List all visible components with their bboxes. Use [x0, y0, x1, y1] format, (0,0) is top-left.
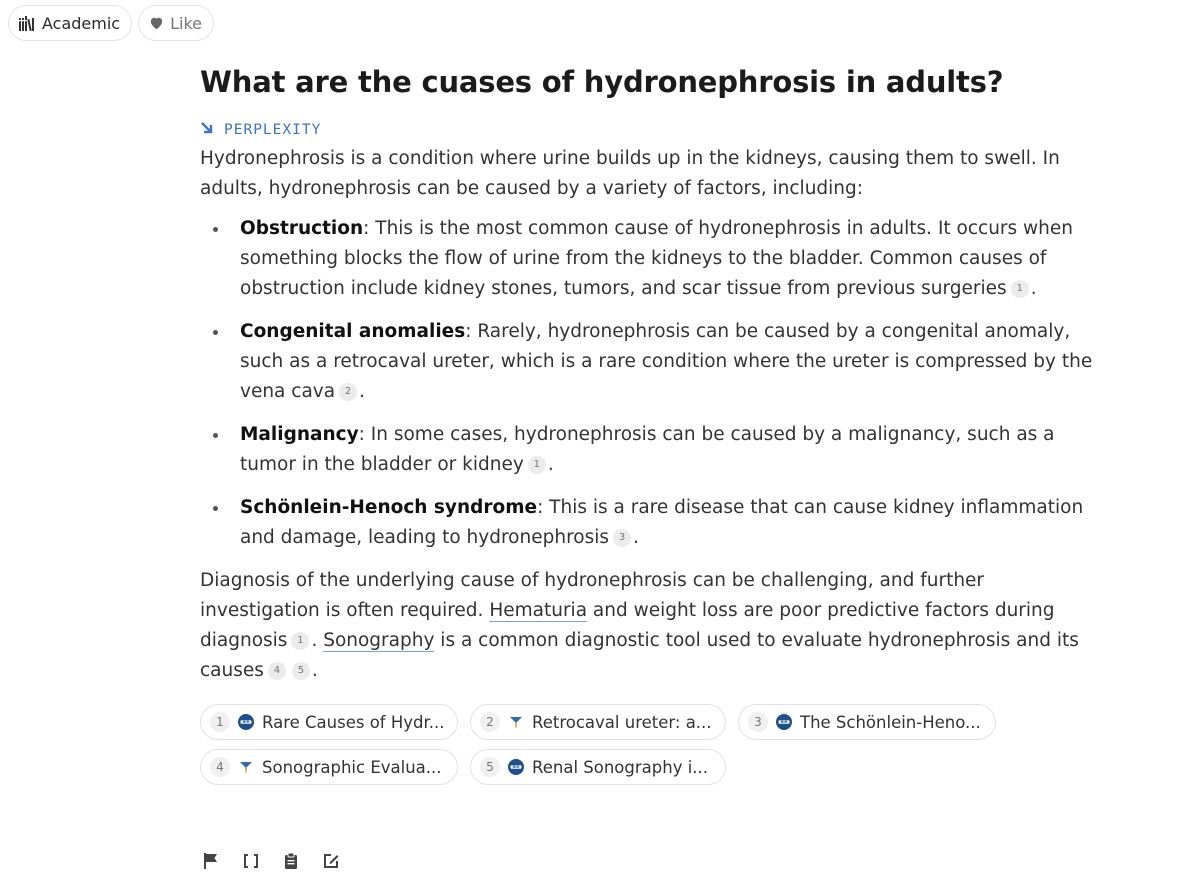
citation-badge[interactable]: 1 — [528, 456, 546, 474]
expand-brackets-icon[interactable] — [240, 850, 262, 872]
list-item: Schönlein-Henoch syndrome: This is a rare disease that can cause kidney inflammation and damage, leading to hydronephrosis 3 . — [200, 493, 1100, 553]
ncbi-icon — [236, 712, 256, 732]
point-text: : This is a rare disease that can cause kidney inflammation and damage, leading to hydronephrosis — [240, 497, 1084, 548]
svg-text:NIH: NIH — [242, 720, 250, 725]
closing-period: . — [311, 660, 318, 681]
answer-source-tag — [200, 120, 1100, 140]
source-title: Retrocaval ureter: a... — [532, 712, 712, 732]
point-term: Malignancy — [240, 424, 359, 445]
source-number: 3 — [748, 712, 768, 732]
cause-list — [200, 214, 1100, 553]
source-card[interactable] — [200, 704, 458, 740]
clipboard-icon[interactable] — [280, 850, 302, 872]
source-card[interactable] — [200, 749, 458, 785]
list-item: Obstruction: This is the most common cause of hydronephrosis in adults. It occurs when something blocks the flow of urine from the kidneys to the bladder. Common causes of obstruction include kidney stones, tumors, and scar tissue from previous surgeries 1 . — [200, 214, 1100, 304]
source-number: 2 — [480, 712, 500, 732]
list-item: Congenital anomalies: Rarely, hydronephrosis can be caused by a congenital anomaly, such as a retrocaval ureter, which is a rare condition where the ureter is compressed by the vena cava 2 . — [200, 317, 1100, 407]
source-number: 5 — [480, 757, 500, 777]
point-text: : Rarely, hydronephrosis can be caused by a congenital anomaly, such as a retrocaval ureter, which is a rare condition where the ureter is compressed by the vena cava — [240, 321, 1093, 402]
radiopaedia-icon — [236, 757, 256, 777]
source-tag-label: PERPLEXITY — [224, 122, 322, 138]
hematuria-link[interactable]: Hematuria — [489, 600, 588, 621]
list-item: Malignancy: In some cases, hydronephrosis can be caused by a malignancy, such as a tumor in the bladder or kidney 1 . — [200, 420, 1100, 480]
source-card[interactable] — [470, 704, 726, 740]
citation-badge[interactable]: 5 — [292, 662, 310, 680]
point-text: : This is the most common cause of hydronephrosis in adults. It occurs when something blocks the flow of urine from the kidneys to the bladder. Common causes of obstruction include kidney stones, tumors, and scar tissue from previous surgeries — [240, 218, 1074, 299]
source-title: Renal Sonography i... — [532, 757, 709, 777]
heart-icon — [149, 16, 164, 30]
source-card[interactable] — [738, 704, 996, 740]
edit-icon[interactable] — [320, 850, 342, 872]
closing-text: and weight loss are poor predictive factors during diagnosis — [200, 600, 1055, 651]
top-chip-bar — [8, 5, 214, 41]
closing-paragraph — [200, 566, 1100, 686]
arrow-down-right-icon — [200, 121, 214, 139]
intro-paragraph: Hydronephrosis is a condition where urine builds up in the kidneys, causing them to swell. In adults, hydronephrosis can be caused by a variety of factors, including: — [200, 148, 1060, 199]
sources-list — [200, 704, 1020, 785]
question-title: What are the cuases of hydronephrosis in adults? — [200, 65, 1004, 99]
citation-badge[interactable]: 4 — [268, 662, 286, 680]
citation-badge[interactable]: 1 — [291, 632, 309, 650]
citation-badge[interactable]: 2 — [339, 383, 357, 401]
source-number: 1 — [210, 712, 230, 732]
svg-text:NIH: NIH — [780, 720, 788, 725]
svg-text:NIH: NIH — [512, 765, 520, 770]
library-icon — [19, 15, 36, 31]
radiopaedia-icon — [506, 712, 526, 732]
point-term: Congenital anomalies — [240, 321, 466, 342]
sonography-link[interactable]: Sonography — [323, 630, 435, 651]
point-term: Schönlein-Henoch syndrome — [240, 497, 538, 518]
source-title: The Schönlein-Heno... — [800, 712, 981, 732]
point-text: : In some cases, hydronephrosis can be caused by a malignancy, such as a tumor in the bladder or kidney — [240, 424, 1055, 475]
closing-text: is a common diagnostic tool used to evaluate hydronephrosis and its causes — [200, 630, 1079, 681]
ncbi-icon — [774, 712, 794, 732]
closing-text: . — [311, 630, 324, 651]
source-title: Sonographic Evalua... — [262, 757, 442, 777]
academic-chip[interactable] — [8, 5, 132, 41]
flag-icon[interactable] — [200, 850, 222, 872]
source-number: 4 — [210, 757, 230, 777]
answer-actions — [200, 850, 342, 872]
source-title: Rare Causes of Hydr... — [262, 712, 445, 732]
answer-container — [200, 62, 1100, 785]
citation-badge[interactable]: 1 — [1011, 280, 1029, 298]
citation-badge[interactable]: 3 — [613, 529, 631, 547]
point-term: Obstruction — [240, 218, 364, 239]
academic-chip-label: Academic — [42, 13, 121, 33]
like-button[interactable] — [138, 5, 214, 41]
closing-text: Diagnosis of the underlying cause of hydronephrosis can be challenging, and further investigation is often required. — [200, 570, 985, 621]
source-card[interactable] — [470, 749, 726, 785]
like-label: Like — [170, 13, 202, 33]
ncbi-icon — [506, 757, 526, 777]
